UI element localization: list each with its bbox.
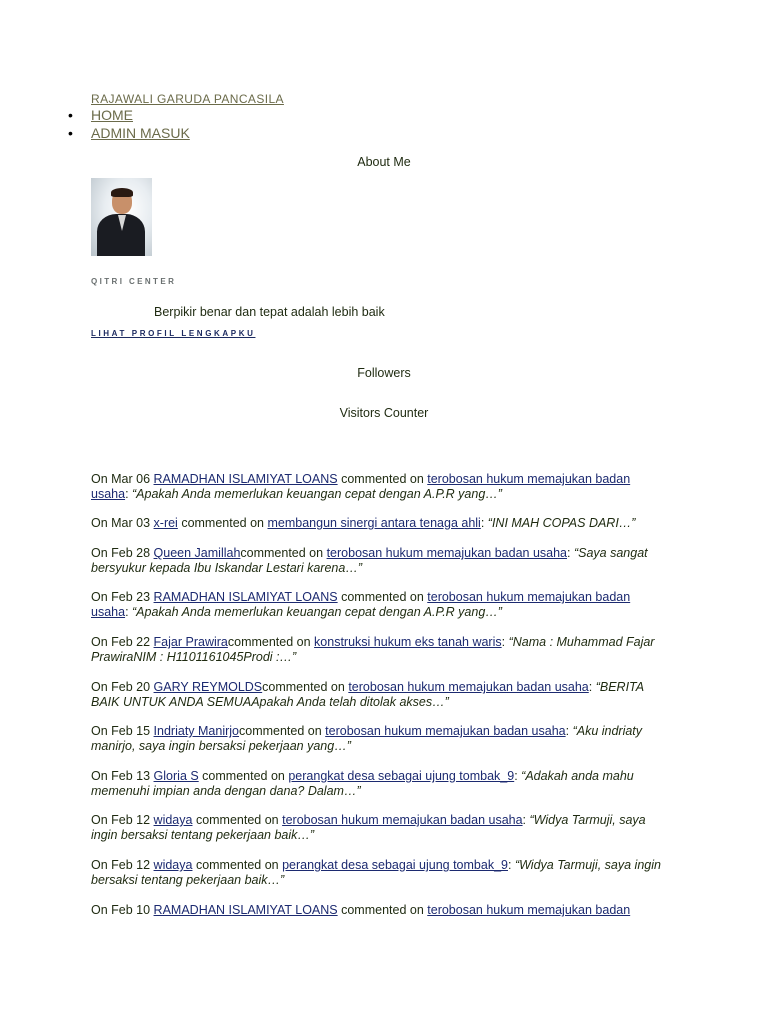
comment-author-link[interactable]: GARY REYMOLDS	[153, 680, 263, 694]
comment-separator: commented on	[240, 546, 327, 560]
comment-excerpt: “Adakah anda mahu memenuhi impian anda dengan dana? Dalam…”	[91, 769, 634, 798]
comment-separator: commented on	[227, 635, 315, 649]
view-full-profile-link[interactable]: LIHAT PROFIL LENGKAPKU	[91, 329, 256, 338]
comment-excerpt: “Widya Tarmuji, saya ingin bersaksi tentang pekerjaan baik…”	[91, 813, 646, 842]
comment-separator: commented on	[337, 472, 428, 486]
comment-item	[91, 724, 671, 754]
profile-tagline: Berpikir benar dan tepat adalah lebih baik	[154, 305, 385, 319]
comment-date: On Mar 03	[91, 516, 154, 530]
comment-date: On Feb 15	[91, 724, 154, 738]
comment-excerpt: “Nama : Muhammad Fajar PrawiraNIM : H1101161045Prodi :…”	[91, 635, 655, 664]
profile-photo[interactable]	[91, 178, 152, 256]
followers-heading: Followers	[357, 366, 411, 380]
comment-separator: commented on	[177, 516, 268, 530]
comment-separator: commented on	[198, 769, 289, 783]
comment-date: On Feb 20	[91, 680, 154, 694]
comment-date: On Feb 23	[91, 590, 154, 604]
comment-post-link[interactable]: terobosan hukum memajukan badan usaha	[325, 724, 566, 738]
comment-author-link[interactable]: widaya	[153, 858, 193, 872]
comment-item	[91, 635, 671, 665]
comment-item	[91, 769, 671, 799]
comment-author-link[interactable]: RAMADHAN ISLAMIYAT LOANS	[153, 472, 338, 486]
comment-post-link[interactable]: konstruksi hukum eks tanah waris	[314, 635, 502, 649]
comment-date: On Feb 13	[91, 769, 154, 783]
comment-separator: commented on	[262, 680, 349, 694]
comment-separator: commented on	[192, 858, 283, 872]
comment-post-link[interactable]: perangkat desa sebagai ujung tombak_9	[282, 858, 508, 872]
nav-item-home	[68, 106, 190, 124]
comment-date: On Feb 22	[91, 635, 154, 649]
comment-date: On Feb 12	[91, 858, 154, 872]
comment-item	[91, 903, 671, 918]
comment-post-link[interactable]: terobosan hukum memajukan badan usaha	[326, 546, 568, 560]
visitors-counter-heading: Visitors Counter	[339, 406, 429, 420]
comment-author-link[interactable]: widaya	[153, 813, 193, 827]
comment-post-link[interactable]: membangun sinergi antara tenaga ahli	[267, 516, 481, 530]
comment-date: On Feb 10	[91, 903, 154, 917]
comment-separator: commented on	[239, 724, 326, 738]
comment-date: On Feb 12	[91, 813, 154, 827]
comment-colon: :	[514, 769, 522, 783]
comment-colon: :	[588, 680, 596, 694]
comment-author-link[interactable]: Indriaty Manirjo	[153, 724, 239, 738]
nav-link-admin[interactable]: ADMIN MASUK	[91, 125, 190, 141]
comment-colon: :	[565, 724, 573, 738]
nav-menu	[68, 106, 190, 142]
comment-post-link[interactable]: terobosan hukum memajukan badan usaha	[348, 680, 589, 694]
comment-author-link[interactable]: Fajar Prawira	[153, 635, 228, 649]
profile-name: QITRI CENTER	[91, 277, 177, 286]
comment-excerpt: “Widya Tarmuji, saya ingin bersaksi tentang pekerjaan baik…”	[91, 858, 661, 887]
comment-excerpt: “BERITA BAIK UNTUK ANDA SEMUAApakah Anda telah ditolak akses…”	[91, 680, 644, 709]
comment-excerpt: “Saya sangat bersyukur kepada Ibu Iskandar Lestari karena…”	[91, 546, 648, 575]
comment-separator: commented on	[192, 813, 283, 827]
blog-title[interactable]: RAJAWALI GARUDA PANCASILA	[91, 92, 284, 106]
comment-author-link[interactable]: x-rei	[153, 516, 178, 530]
comment-post-link[interactable]: perangkat desa sebagai ujung tombak_9	[288, 769, 515, 783]
comment-colon: :	[125, 605, 133, 619]
comment-colon: :	[125, 487, 133, 501]
comment-post-link[interactable]: terobosan hukum memajukan badan usaha	[282, 813, 523, 827]
comment-post-link[interactable]: terobosan hukum memajukan badan usaha	[91, 472, 631, 501]
comment-excerpt: “Apakah Anda memerlukan keuangan cepat dengan A.P.R yang…”	[132, 605, 502, 619]
nav-item-admin	[68, 124, 190, 142]
comment-item	[91, 858, 671, 888]
comment-excerpt: “Apakah Anda memerlukan keuangan cepat dengan A.P.R yang…”	[132, 487, 502, 501]
comment-colon: :	[480, 516, 488, 530]
comment-item	[91, 590, 671, 620]
comment-colon: :	[522, 813, 530, 827]
comment-colon: :	[507, 858, 515, 872]
comment-post-link[interactable]: terobosan hukum memajukan badan	[427, 903, 631, 917]
comment-colon: :	[567, 546, 574, 560]
comment-separator: commented on	[337, 590, 428, 604]
comment-date: On Feb 28	[91, 546, 154, 560]
comment-post-link[interactable]: terobosan hukum memajukan badan usaha	[91, 590, 631, 619]
comment-date: On Mar 06	[91, 472, 154, 486]
comment-item	[91, 680, 671, 710]
comment-author-link[interactable]: Queen Jamillah	[153, 546, 241, 560]
comment-item	[91, 546, 671, 576]
comment-colon: :	[501, 635, 509, 649]
comment-item	[91, 813, 671, 843]
comment-separator: commented on	[337, 903, 428, 917]
comment-item	[91, 472, 671, 502]
comment-author-link[interactable]: RAMADHAN ISLAMIYAT LOANS	[153, 590, 338, 604]
comment-author-link[interactable]: RAMADHAN ISLAMIYAT LOANS	[153, 903, 338, 917]
about-heading: About Me	[357, 155, 411, 169]
comment-excerpt: “Aku indriaty manirjo, saya ingin bersaksi pekerjaan yang…”	[91, 724, 643, 753]
comment-author-link[interactable]: Gloria S	[153, 769, 199, 783]
comment-item	[91, 516, 671, 531]
nav-link-home[interactable]: HOME	[91, 107, 133, 123]
comment-excerpt: “INI MAH COPAS DARI…”	[487, 516, 636, 530]
